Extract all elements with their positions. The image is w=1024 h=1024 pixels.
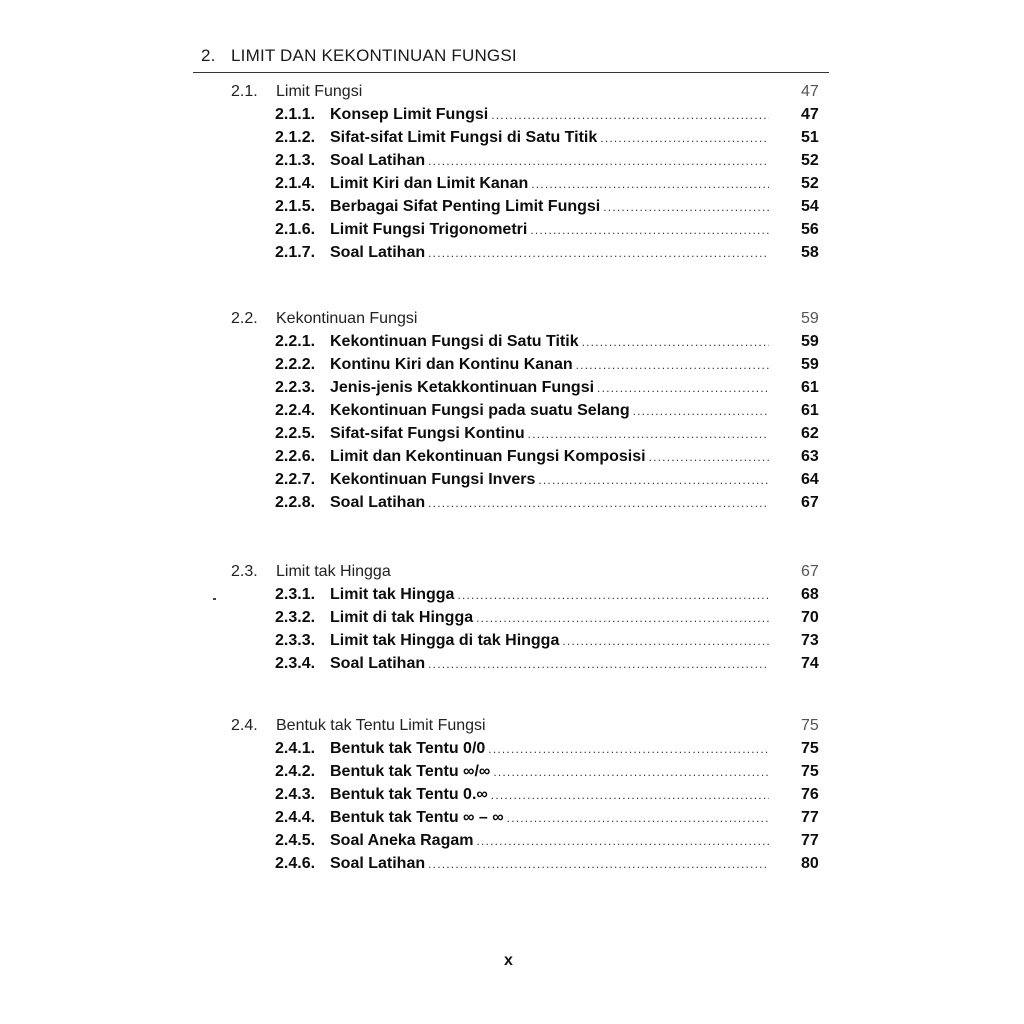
toc-section	[0, 563, 1024, 678]
entry-number: 2.3.1.	[275, 586, 316, 603]
entry-page: 52	[801, 175, 819, 192]
section-heading-row[interactable]	[0, 717, 1024, 740]
entry-number: 2.2.2.	[275, 356, 316, 373]
dot-leader	[476, 611, 769, 625]
toc-entry[interactable]	[0, 152, 1024, 175]
dot-leader	[576, 358, 769, 372]
toc-entry[interactable]	[0, 786, 1024, 809]
toc-entry[interactable]	[0, 425, 1024, 448]
entry-number: 2.1.2.	[275, 129, 316, 146]
entry-number: 2.4.1.	[275, 740, 316, 757]
entry-page: 51	[801, 129, 819, 146]
entry-title: Soal Latihan	[330, 655, 426, 672]
dot-leader	[597, 381, 769, 395]
section-title: Bentuk tak Tentu Limit Fungsi	[276, 717, 486, 734]
dot-leader	[428, 246, 769, 260]
toc-entry[interactable]	[0, 402, 1024, 425]
entry-number: 2.1.7.	[275, 244, 316, 261]
dot-leader	[491, 108, 769, 122]
entry-title: Bentuk tak Tentu 0.∞	[330, 786, 488, 803]
toc-entry[interactable]	[0, 379, 1024, 402]
entry-title: Jenis-jenis Ketakkontinuan Fungsi	[330, 379, 595, 396]
entry-number: 2.4.2.	[275, 763, 316, 780]
entry-title: Berbagai Sifat Penting Limit Fungsi	[330, 198, 601, 215]
section-title: Limit tak Hingga	[276, 563, 391, 580]
toc-entry[interactable]	[0, 832, 1024, 855]
entry-title: Limit tak Hingga di tak Hingga	[330, 632, 560, 649]
entry-title: Sifat-sifat Limit Fungsi di Satu Titik	[330, 129, 598, 146]
entry-title: Limit Kiri dan Limit Kanan	[330, 175, 529, 192]
toc-entry[interactable]	[0, 809, 1024, 832]
section-page: 47	[801, 83, 819, 100]
dot-leader	[600, 131, 769, 145]
entry-title: Soal Latihan	[330, 152, 426, 169]
entry-title: Soal Latihan	[330, 494, 426, 511]
toc-entry[interactable]	[0, 586, 1024, 609]
toc-entry[interactable]	[0, 175, 1024, 198]
entry-number: 2.2.6.	[275, 448, 316, 465]
dot-leader	[457, 588, 769, 602]
toc-entry[interactable]	[0, 494, 1024, 517]
scan-speck	[213, 598, 216, 600]
entry-title: Soal Aneka Ragam	[330, 832, 474, 849]
entry-number: 2.3.2.	[275, 609, 316, 626]
section-heading-row[interactable]	[0, 310, 1024, 333]
entry-title: Kekontinuan Fungsi Invers	[330, 471, 536, 488]
dot-leader	[538, 473, 769, 487]
dot-leader	[603, 200, 769, 214]
toc-entry[interactable]	[0, 198, 1024, 221]
section-title: Limit Fungsi	[276, 83, 363, 100]
entry-title: Kontinu Kiri dan Kontinu Kanan	[330, 356, 573, 373]
dot-leader	[493, 765, 769, 779]
entry-page: 73	[801, 632, 819, 649]
toc-entry[interactable]	[0, 244, 1024, 267]
entry-page: 64	[801, 471, 819, 488]
toc-entry[interactable]	[0, 655, 1024, 678]
entry-page: 52	[801, 152, 819, 169]
chapter-title: LIMIT DAN KEKONTINUAN FUNGSI	[231, 46, 517, 65]
entry-number: 2.2.3.	[275, 379, 316, 396]
entry-page: 63	[801, 448, 819, 465]
section-heading-row[interactable]	[0, 83, 1024, 106]
entry-page: 61	[801, 379, 819, 396]
entry-title: Sifat-sifat Fungsi Kontinu	[330, 425, 525, 442]
entry-number: 2.4.6.	[275, 855, 316, 872]
entry-page: 59	[801, 356, 819, 373]
entry-page: 54	[801, 198, 819, 215]
entry-title: Kekontinuan Fungsi pada suatu Selang	[330, 402, 630, 419]
entry-page: 67	[801, 494, 819, 511]
toc-entry[interactable]	[0, 333, 1024, 356]
toc-entry[interactable]	[0, 609, 1024, 632]
dot-leader	[428, 154, 769, 168]
dot-leader	[649, 450, 769, 464]
section-number: 2.2.	[231, 310, 258, 327]
toc-entry[interactable]	[0, 106, 1024, 129]
entry-page: 74	[801, 655, 819, 672]
toc-entry[interactable]	[0, 221, 1024, 244]
section-number: 2.3.	[231, 563, 258, 580]
entry-page: 47	[801, 106, 819, 123]
toc-section	[0, 310, 1024, 517]
dot-leader	[582, 335, 769, 349]
dot-leader	[633, 404, 769, 418]
dot-leader	[531, 177, 769, 191]
entry-title: Soal Latihan	[330, 244, 426, 261]
entry-page: 59	[801, 333, 819, 350]
toc-section	[0, 83, 1024, 267]
chapter-heading	[201, 46, 517, 66]
toc-entry[interactable]	[0, 740, 1024, 763]
entry-title: Kekontinuan Fungsi di Satu Titik	[330, 333, 579, 350]
entry-number: 2.1.6.	[275, 221, 316, 238]
entry-page: 77	[801, 832, 819, 849]
dot-leader	[428, 657, 769, 671]
section-page: 67	[801, 563, 819, 580]
entry-page: 56	[801, 221, 819, 238]
page-number: x	[504, 952, 513, 969]
entry-number: 2.2.4.	[275, 402, 316, 419]
entry-title: Limit tak Hingga	[330, 586, 455, 603]
entry-page: 77	[801, 809, 819, 826]
header-divider	[193, 72, 829, 73]
entry-title: Soal Latihan	[330, 855, 426, 872]
dot-leader	[530, 223, 769, 237]
dot-leader	[428, 496, 769, 510]
section-page: 59	[801, 310, 819, 327]
entry-number: 2.1.5.	[275, 198, 316, 215]
dot-leader	[528, 427, 769, 441]
entry-number: 2.1.4.	[275, 175, 316, 192]
toc-entry[interactable]	[0, 855, 1024, 878]
entry-page: 76	[801, 786, 819, 803]
entry-number: 2.1.1.	[275, 106, 316, 123]
entry-number: 2.3.3.	[275, 632, 316, 649]
entry-title: Bentuk tak Tentu ∞/∞	[330, 763, 491, 780]
entry-number: 2.3.4.	[275, 655, 316, 672]
entry-page: 70	[801, 609, 819, 626]
entry-page: 62	[801, 425, 819, 442]
entry-page: 58	[801, 244, 819, 261]
entry-page: 75	[801, 763, 819, 780]
toc-entry[interactable]	[0, 129, 1024, 152]
entry-number: 2.2.7.	[275, 471, 316, 488]
entry-number: 2.4.4.	[275, 809, 316, 826]
chapter-number: 2.	[201, 46, 216, 65]
dot-leader	[428, 857, 769, 871]
entry-title: Bentuk tak Tentu ∞ – ∞	[330, 809, 504, 826]
section-title: Kekontinuan Fungsi	[276, 310, 418, 327]
entry-title: Limit di tak Hingga	[330, 609, 474, 626]
entry-number: 2.2.8.	[275, 494, 316, 511]
entry-page: 80	[801, 855, 819, 872]
toc-entry[interactable]	[0, 356, 1024, 379]
toc-entry[interactable]	[0, 632, 1024, 655]
entry-title: Limit dan Kekontinuan Fungsi Komposisi	[330, 448, 646, 465]
entry-page: 61	[801, 402, 819, 419]
dot-leader	[488, 742, 769, 756]
dot-leader	[562, 634, 769, 648]
dot-leader	[476, 834, 769, 848]
dot-leader	[491, 788, 769, 802]
toc-entry[interactable]	[0, 471, 1024, 494]
entry-title: Konsep Limit Fungsi	[330, 106, 489, 123]
toc-section	[0, 717, 1024, 878]
section-heading-row[interactable]	[0, 563, 1024, 586]
toc-entry[interactable]	[0, 448, 1024, 471]
section-page: 75	[801, 717, 819, 734]
entry-title: Bentuk tak Tentu 0/0	[330, 740, 486, 757]
entry-title: Limit Fungsi Trigonometri	[330, 221, 528, 238]
entry-number: 2.2.5.	[275, 425, 316, 442]
entry-number: 2.2.1.	[275, 333, 316, 350]
entry-page: 75	[801, 740, 819, 757]
toc-entry[interactable]	[0, 763, 1024, 786]
dot-leader	[507, 811, 769, 825]
entry-page: 68	[801, 586, 819, 603]
section-number: 2.4.	[231, 717, 258, 734]
entry-number: 2.4.3.	[275, 786, 316, 803]
entry-number: 2.1.3.	[275, 152, 316, 169]
entry-number: 2.4.5.	[275, 832, 316, 849]
section-number: 2.1.	[231, 83, 258, 100]
